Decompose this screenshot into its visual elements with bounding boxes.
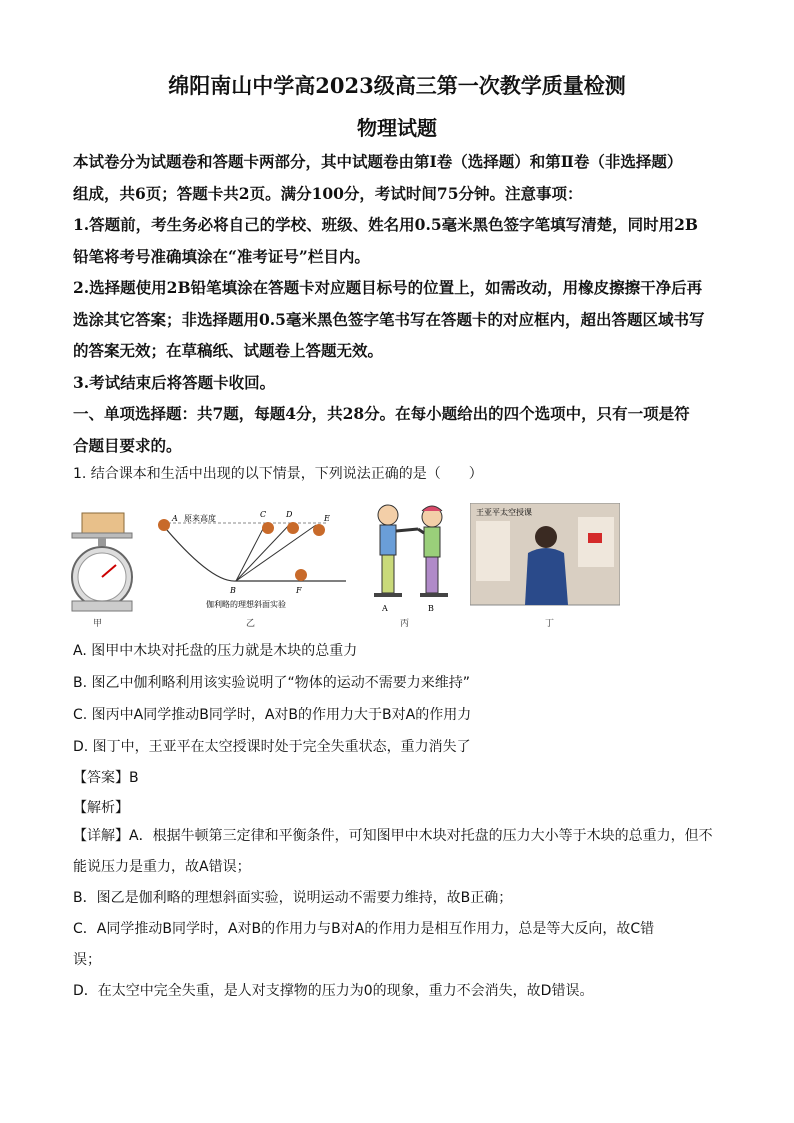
- ball-e: [313, 524, 325, 536]
- point-a: A: [172, 514, 178, 523]
- scale-figure: [68, 503, 138, 628]
- exam-title: 绵阳南山中学高2023级高三第一次教学质量检测: [168, 73, 626, 98]
- option-c: C. 图丙中A同学推动B同学时，A对B的作用力大于B对A的作用力: [73, 707, 472, 723]
- instruction-line: 2.选择题使用2B铅笔填涂在答题卡对应题目标号的位置上，如需改动，用橡皮擦擦干净后再: [73, 278, 703, 297]
- student-b-cap: [422, 506, 442, 511]
- tray: [72, 533, 132, 538]
- space-class-label: 王亚平太空授课: [476, 508, 532, 517]
- space-class-figure: [470, 503, 620, 611]
- figure-label-bing: 丙: [400, 619, 410, 629]
- instruction-line: 选涂其它答案；非选择题用0.5毫米黑色签字笔书写在答题卡的对应框内，超出答题区域书写: [73, 309, 705, 329]
- point-f: F: [296, 586, 302, 595]
- student-a-label: A: [382, 604, 388, 613]
- point-b: B: [230, 586, 236, 595]
- question-stem: 1. 结合课本和生活中出现的以下情景，下列说法正确的是（ ）: [73, 466, 483, 482]
- ball-f: [295, 569, 307, 581]
- exam-subtitle: 物理试题: [357, 116, 437, 140]
- push-figure: [360, 503, 460, 628]
- student-a-arm: [396, 529, 418, 531]
- explanation-line: 误；: [73, 952, 101, 968]
- instruction-line: 1.答题前，考生务必将自己的学校、班级、姓名用0.5毫米黑色签字笔填写清楚，同时用2B: [73, 215, 699, 234]
- wood-block: [82, 513, 124, 533]
- student-a-head: [378, 505, 398, 525]
- incline-c: [236, 523, 266, 581]
- option-d: D. 图丁中，王亚平在太空授课时处于完全失重状态，重力消失了: [73, 739, 471, 755]
- incline-figure: [156, 503, 356, 628]
- point-c: C: [260, 510, 267, 519]
- explanation-line: C．A同学推动B同学时，A对B的作用力与B对A的作用力是相互作用力，总是等大反向，故C错: [73, 921, 655, 937]
- analysis-heading: 【解析】: [73, 800, 129, 816]
- explanation: [73, 821, 723, 1007]
- point-e: E: [324, 514, 330, 523]
- skateboard-b: [420, 593, 448, 597]
- student-a-legs: [382, 555, 394, 593]
- point-d: D: [286, 510, 293, 519]
- instruction-line: 铅笔将考号准确填涂在“准考证号”栏目内。: [73, 246, 370, 266]
- original-height-label: 原来高度: [184, 514, 216, 523]
- student-b-arm: [418, 529, 424, 533]
- option-a: A. 图甲中木块对托盘的压力就是木块的总重力: [73, 643, 358, 659]
- scale-neck: [98, 538, 106, 546]
- scale-base: [72, 601, 132, 611]
- instruction-line: 本试卷分为试题卷和答题卡两部分，其中试题卷由第Ⅰ卷（选择题）和第Ⅱ卷（非选择题）: [73, 152, 683, 171]
- option-b: B. 图乙中伽利略利用该实验说明了“物体的运动不需要力来维持”: [73, 675, 471, 691]
- student-b-label: B: [428, 604, 434, 613]
- explanation-line: D．在太空中完全失重，是人对支撑物的压力为0的现象，重力不会消失，故D错误。: [73, 983, 594, 999]
- explanation-line: 能说压力是重力，故A错误；: [73, 859, 251, 875]
- explanation-line: B．图乙是伽利略的理想斜面实验，说明运动不需要力维持，故B正确；: [73, 890, 513, 906]
- figure-label-jia: 甲: [93, 619, 103, 629]
- incline-caption: 伽利略的理想斜面实验: [206, 600, 286, 609]
- ball-a: [158, 519, 170, 531]
- ball-c: [262, 522, 274, 534]
- instructions: [73, 146, 723, 461]
- question-figures: [68, 503, 728, 633]
- skateboard-a: [374, 593, 402, 597]
- cabin-panel-left: [476, 521, 510, 581]
- flag: [588, 533, 602, 543]
- ball-d: [287, 522, 299, 534]
- answer: 【答案】B: [73, 770, 139, 786]
- instruction-line: 的答案无效；在草稿纸、试题卷上答题无效。: [73, 341, 384, 360]
- student-a-body: [380, 525, 396, 555]
- astronaut-head: [535, 526, 557, 548]
- student-b-body: [424, 527, 440, 557]
- section-heading: 合题目要求的。: [73, 435, 182, 455]
- astronaut-suit: [525, 548, 568, 605]
- section-heading: 一、单项选择题：共7题，每题4分，共28分。在每小题给出的四个选项中，只有一项是符: [73, 404, 690, 423]
- figure-label-ding: 丁: [545, 619, 555, 629]
- explanation-line: 【详解】A．根据牛顿第三定律和平衡条件，可知图甲中木块对托盘的压力大小等于木块的总重力，但不: [73, 828, 713, 844]
- student-b-legs: [426, 557, 438, 593]
- figure-label-yi: 乙: [246, 619, 256, 629]
- instruction-line: 3.考试结束后将答题卡收回。: [73, 372, 276, 392]
- instruction-line: 组成，共6页；答题卡共2页。满分100分，考试时间75分钟。注意事项：: [73, 183, 583, 203]
